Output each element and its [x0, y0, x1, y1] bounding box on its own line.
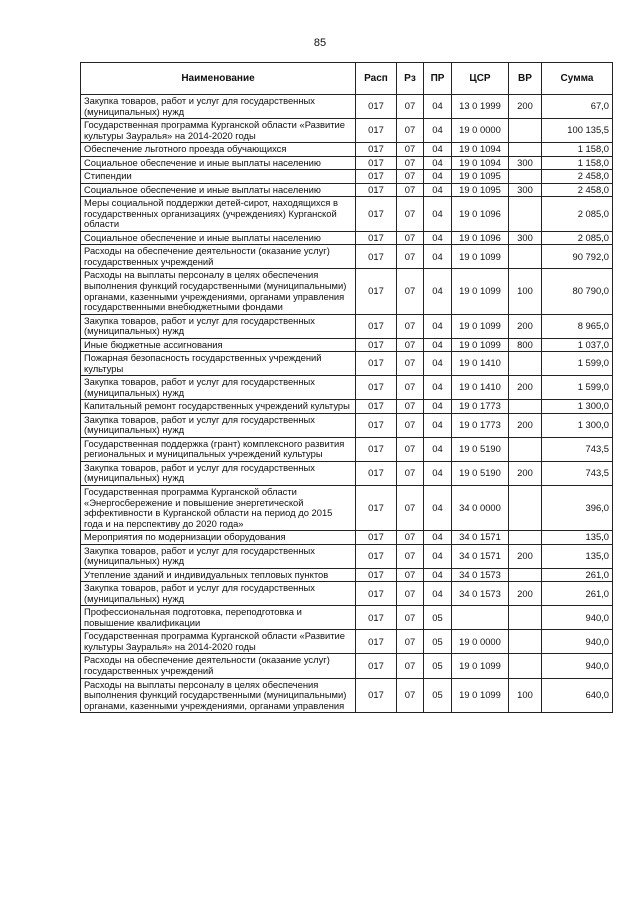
cell-rz: 07 [397, 678, 424, 713]
table-row [81, 197, 613, 232]
table-row [81, 352, 613, 376]
table-row [81, 338, 613, 352]
cell-rz: 07 [397, 183, 424, 197]
cell-rasp: 017 [356, 486, 397, 531]
cell-sum: 1 599,0 [542, 376, 613, 400]
cell-name: Расходы на обеспечение деятельности (оказание услуг) государственных учреждений [81, 654, 356, 678]
cell-vr: 200 [509, 582, 542, 606]
cell-pr: 04 [424, 269, 452, 314]
cell-pr: 05 [424, 654, 452, 678]
cell-csr: 19 0 1099 [452, 654, 509, 678]
cell-csr: 13 0 1999 [452, 95, 509, 119]
cell-pr: 04 [424, 197, 452, 232]
cell-rasp: 017 [356, 678, 397, 713]
cell-sum: 2 458,0 [542, 183, 613, 197]
cell-rasp: 017 [356, 630, 397, 654]
cell-sum: 135,0 [542, 531, 613, 545]
table-row [81, 630, 613, 654]
cell-pr: 04 [424, 183, 452, 197]
table-header-row [81, 63, 613, 95]
cell-rasp: 017 [356, 437, 397, 461]
cell-rasp: 017 [356, 183, 397, 197]
table-row [81, 654, 613, 678]
cell-pr: 04 [424, 582, 452, 606]
cell-rasp: 017 [356, 143, 397, 157]
cell-rz: 07 [397, 606, 424, 630]
cell-vr: 300 [509, 156, 542, 170]
table-row [81, 544, 613, 568]
cell-sum: 67,0 [542, 95, 613, 119]
cell-pr: 04 [424, 245, 452, 269]
cell-sum: 1 037,0 [542, 338, 613, 352]
cell-vr: 200 [509, 95, 542, 119]
cell-csr: 19 0 1773 [452, 413, 509, 437]
table-row [81, 314, 613, 338]
cell-name: Закупка товаров, работ и услуг для государственных (муниципальных) нужд [81, 376, 356, 400]
cell-vr [509, 119, 542, 143]
cell-name: Расходы на выплаты персоналу в целях обеспечения выполнения функций государственными (муниципальными) органами, казенными учреждениями, органами управления государственными внебюджетными фондами [81, 269, 356, 314]
cell-vr: 300 [509, 231, 542, 245]
cell-sum: 80 790,0 [542, 269, 613, 314]
cell-rz: 07 [397, 338, 424, 352]
cell-csr: 19 0 0000 [452, 119, 509, 143]
cell-pr: 04 [424, 531, 452, 545]
cell-rasp: 017 [356, 156, 397, 170]
header-vr: ВР [509, 63, 542, 95]
cell-sum: 100 135,5 [542, 119, 613, 143]
cell-vr [509, 486, 542, 531]
cell-name: Расходы на выплаты персоналу в целях обеспечения выполнения функций государственными (муниципальными) органами, казенными учреждениями, органами управления [81, 678, 356, 713]
cell-name: Государственная программа Курганской области «Развитие культуры Зауралья» на 2014-2020 годы [81, 119, 356, 143]
cell-pr: 05 [424, 678, 452, 713]
cell-name: Социальное обеспечение и иные выплаты населению [81, 156, 356, 170]
cell-csr [452, 606, 509, 630]
cell-vr [509, 197, 542, 232]
header-sum: Сумма [542, 63, 613, 95]
cell-pr: 04 [424, 143, 452, 157]
cell-csr: 34 0 1573 [452, 568, 509, 582]
cell-sum: 261,0 [542, 568, 613, 582]
cell-sum: 640,0 [542, 678, 613, 713]
cell-sum: 940,0 [542, 654, 613, 678]
cell-rasp: 017 [356, 269, 397, 314]
cell-name: Закупка товаров, работ и услуг для государственных (муниципальных) нужд [81, 314, 356, 338]
cell-rasp: 017 [356, 338, 397, 352]
cell-pr: 04 [424, 156, 452, 170]
table-row [81, 678, 613, 713]
cell-name: Государственная программа Курганской области «Развитие культуры Зауралья» на 2014-2020 годы [81, 630, 356, 654]
cell-sum: 940,0 [542, 630, 613, 654]
header-pr: ПР [424, 63, 452, 95]
cell-name: Закупка товаров, работ и услуг для государственных (муниципальных) нужд [81, 413, 356, 437]
cell-sum: 743,5 [542, 461, 613, 485]
cell-name: Закупка товаров, работ и услуг для государственных (муниципальных) нужд [81, 95, 356, 119]
cell-rasp: 017 [356, 531, 397, 545]
cell-vr: 200 [509, 314, 542, 338]
cell-sum: 8 965,0 [542, 314, 613, 338]
table-row [81, 437, 613, 461]
cell-rz: 07 [397, 544, 424, 568]
cell-vr: 100 [509, 678, 542, 713]
cell-rasp: 017 [356, 170, 397, 184]
cell-csr: 19 0 1095 [452, 183, 509, 197]
cell-sum: 743,5 [542, 437, 613, 461]
cell-sum: 396,0 [542, 486, 613, 531]
cell-name: Государственная поддержка (грант) комплексного развития региональных и муниципальных учреждений культуры [81, 437, 356, 461]
table-row [81, 245, 613, 269]
cell-pr: 04 [424, 119, 452, 143]
table-row [81, 95, 613, 119]
cell-csr: 19 0 1095 [452, 170, 509, 184]
cell-rz: 07 [397, 119, 424, 143]
cell-vr [509, 568, 542, 582]
cell-rz: 07 [397, 352, 424, 376]
cell-rz: 07 [397, 400, 424, 414]
table-row [81, 486, 613, 531]
cell-rasp: 017 [356, 461, 397, 485]
cell-name: Закупка товаров, работ и услуг для государственных (муниципальных) нужд [81, 544, 356, 568]
budget-table [80, 62, 613, 713]
header-csr: ЦСР [452, 63, 509, 95]
cell-name: Социальное обеспечение и иные выплаты населению [81, 183, 356, 197]
cell-pr: 04 [424, 437, 452, 461]
cell-rz: 07 [397, 630, 424, 654]
cell-rasp: 017 [356, 400, 397, 414]
table-row [81, 376, 613, 400]
cell-vr: 200 [509, 461, 542, 485]
cell-rasp: 017 [356, 568, 397, 582]
cell-name: Пожарная безопасность государственных учреждений культуры [81, 352, 356, 376]
cell-vr: 200 [509, 413, 542, 437]
cell-rz: 07 [397, 143, 424, 157]
table-row [81, 582, 613, 606]
cell-rz: 07 [397, 437, 424, 461]
header-rasp: Расп [356, 63, 397, 95]
cell-csr: 34 0 1571 [452, 531, 509, 545]
cell-rasp: 017 [356, 197, 397, 232]
cell-name: Закупка товаров, работ и услуг для государственных (муниципальных) нужд [81, 582, 356, 606]
table-row [81, 568, 613, 582]
cell-rasp: 017 [356, 95, 397, 119]
cell-name: Стипендии [81, 170, 356, 184]
cell-csr: 34 0 1571 [452, 544, 509, 568]
table-body [81, 95, 613, 713]
cell-sum: 1 158,0 [542, 156, 613, 170]
cell-pr: 04 [424, 486, 452, 531]
cell-rz: 07 [397, 531, 424, 545]
cell-rasp: 017 [356, 582, 397, 606]
cell-rz: 07 [397, 95, 424, 119]
cell-vr: 200 [509, 376, 542, 400]
cell-pr: 04 [424, 461, 452, 485]
table-row [81, 531, 613, 545]
cell-sum: 1 300,0 [542, 413, 613, 437]
cell-rz: 07 [397, 654, 424, 678]
cell-csr: 19 0 1099 [452, 338, 509, 352]
cell-pr: 04 [424, 568, 452, 582]
cell-pr: 04 [424, 338, 452, 352]
cell-rz: 07 [397, 461, 424, 485]
cell-sum: 90 792,0 [542, 245, 613, 269]
cell-vr [509, 245, 542, 269]
cell-pr: 05 [424, 630, 452, 654]
cell-csr: 19 0 1773 [452, 400, 509, 414]
cell-sum: 2 458,0 [542, 170, 613, 184]
cell-name: Расходы на обеспечение деятельности (оказание услуг) государственных учреждений [81, 245, 356, 269]
cell-csr: 19 0 1099 [452, 314, 509, 338]
cell-vr [509, 352, 542, 376]
cell-rz: 07 [397, 170, 424, 184]
table-row [81, 400, 613, 414]
cell-pr: 04 [424, 544, 452, 568]
cell-name: Меры социальной поддержки детей-сирот, находящихся в государственных организациях (учреждениях) Курганской области [81, 197, 356, 232]
cell-rasp: 017 [356, 413, 397, 437]
cell-pr: 04 [424, 376, 452, 400]
cell-vr [509, 630, 542, 654]
cell-vr [509, 170, 542, 184]
cell-vr [509, 400, 542, 414]
cell-pr: 04 [424, 95, 452, 119]
cell-sum: 1 300,0 [542, 400, 613, 414]
cell-csr: 19 0 1410 [452, 352, 509, 376]
table-row [81, 231, 613, 245]
cell-name: Иные бюджетные ассигнования [81, 338, 356, 352]
cell-rz: 07 [397, 245, 424, 269]
cell-rasp: 017 [356, 544, 397, 568]
cell-csr: 19 0 1096 [452, 197, 509, 232]
cell-rz: 07 [397, 568, 424, 582]
cell-rasp: 017 [356, 119, 397, 143]
cell-name: Государственная программа Курганской области «Энергосбережение и повышение энергетической эффективности в Курганской области на период до 2015 года и на перспективу до 2020 года» [81, 486, 356, 531]
cell-rasp: 017 [356, 376, 397, 400]
table-row [81, 269, 613, 314]
table-row [81, 413, 613, 437]
cell-vr [509, 531, 542, 545]
cell-vr: 300 [509, 183, 542, 197]
cell-vr: 800 [509, 338, 542, 352]
cell-csr: 19 0 5190 [452, 437, 509, 461]
cell-name: Капитальный ремонт государственных учреждений культуры [81, 400, 356, 414]
cell-sum: 261,0 [542, 582, 613, 606]
cell-csr: 19 0 1094 [452, 156, 509, 170]
cell-csr: 34 0 0000 [452, 486, 509, 531]
cell-pr: 04 [424, 231, 452, 245]
cell-csr: 19 0 0000 [452, 630, 509, 654]
cell-sum: 135,0 [542, 544, 613, 568]
table-row [81, 606, 613, 630]
cell-rz: 07 [397, 156, 424, 170]
cell-csr: 19 0 1099 [452, 245, 509, 269]
page-number: 85 [313, 37, 327, 49]
cell-sum: 2 085,0 [542, 231, 613, 245]
cell-rz: 07 [397, 269, 424, 314]
cell-vr [509, 437, 542, 461]
header-rz: Рз [397, 63, 424, 95]
cell-rasp: 017 [356, 654, 397, 678]
cell-sum: 2 085,0 [542, 197, 613, 232]
cell-name: Социальное обеспечение и иные выплаты населению [81, 231, 356, 245]
cell-pr: 04 [424, 170, 452, 184]
cell-vr [509, 606, 542, 630]
table-row [81, 143, 613, 157]
cell-rz: 07 [397, 376, 424, 400]
cell-rasp: 017 [356, 606, 397, 630]
cell-pr: 04 [424, 400, 452, 414]
cell-rasp: 017 [356, 231, 397, 245]
cell-name: Утепление зданий и индивидуальных тепловых пунктов [81, 568, 356, 582]
cell-pr: 04 [424, 352, 452, 376]
cell-csr: 19 0 1410 [452, 376, 509, 400]
table-row [81, 156, 613, 170]
header-name: Наименование [81, 63, 356, 95]
cell-name: Закупка товаров, работ и услуг для государственных (муниципальных) нужд [81, 461, 356, 485]
cell-rz: 07 [397, 486, 424, 531]
cell-pr: 05 [424, 606, 452, 630]
cell-csr: 19 0 1099 [452, 678, 509, 713]
cell-pr: 04 [424, 314, 452, 338]
cell-name: Профессиональная подготовка, переподготовка и повышение квалификации [81, 606, 356, 630]
cell-rz: 07 [397, 231, 424, 245]
table-row [81, 461, 613, 485]
cell-csr: 19 0 1096 [452, 231, 509, 245]
cell-sum: 1 158,0 [542, 143, 613, 157]
cell-pr: 04 [424, 413, 452, 437]
cell-vr [509, 143, 542, 157]
cell-rasp: 017 [356, 314, 397, 338]
cell-rz: 07 [397, 582, 424, 606]
cell-name: Мероприятия по модернизации оборудования [81, 531, 356, 545]
cell-csr: 34 0 1573 [452, 582, 509, 606]
cell-csr: 19 0 1094 [452, 143, 509, 157]
cell-sum: 940,0 [542, 606, 613, 630]
cell-vr: 100 [509, 269, 542, 314]
table-row [81, 119, 613, 143]
cell-rasp: 017 [356, 352, 397, 376]
table-row [81, 183, 613, 197]
cell-csr: 19 0 5190 [452, 461, 509, 485]
cell-name: Обеспечение льготного проезда обучающихся [81, 143, 356, 157]
cell-vr: 200 [509, 544, 542, 568]
cell-sum: 1 599,0 [542, 352, 613, 376]
cell-rz: 07 [397, 197, 424, 232]
cell-rz: 07 [397, 314, 424, 338]
cell-rz: 07 [397, 413, 424, 437]
cell-csr: 19 0 1099 [452, 269, 509, 314]
table-row [81, 170, 613, 184]
cell-vr [509, 654, 542, 678]
cell-rasp: 017 [356, 245, 397, 269]
